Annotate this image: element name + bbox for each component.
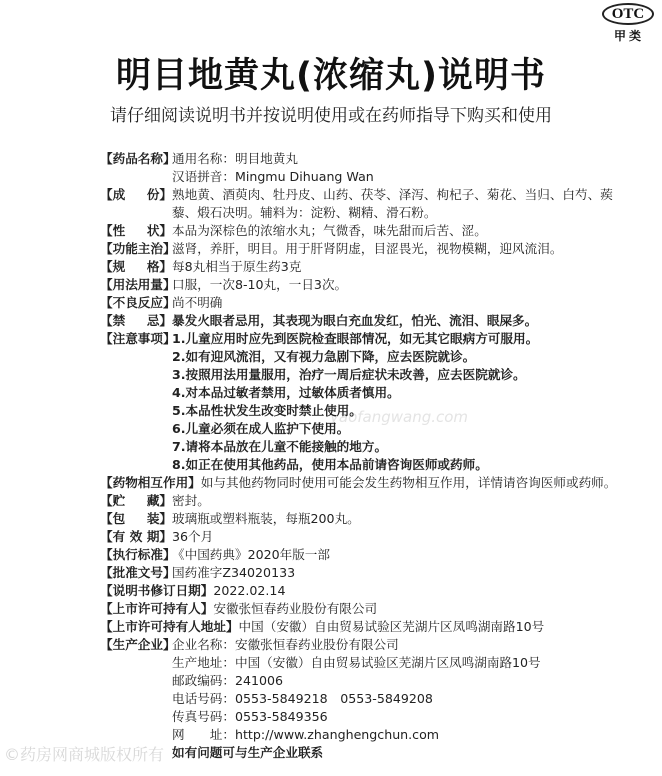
section-row — [100, 474, 660, 492]
section-line: 邮政编码：241006 — [172, 673, 284, 688]
section-label: 【 说 明 书 修 订 日 期 】 — [100, 583, 214, 598]
section-label: 【 禁 忌 】 — [100, 313, 172, 328]
section-line: 每8丸相当于原生药3克 — [172, 259, 302, 274]
contact-note: 如有问题可与生产企业联系 — [172, 745, 324, 760]
section-label: 【 生 产 企 业 】 — [100, 637, 176, 652]
section-row — [100, 510, 660, 528]
section-row — [100, 600, 660, 618]
section-label: 【 有 效 期 】 — [100, 529, 172, 544]
document-title: 明目地黄丸(浓缩丸)说明书 — [116, 56, 546, 96]
section-label: 【 成 份 】 — [100, 187, 172, 202]
watermark-center: yaofangwang.com — [330, 408, 469, 426]
section-row — [100, 186, 660, 222]
section-value — [172, 150, 660, 186]
section-row — [100, 240, 660, 258]
section-value — [172, 240, 660, 258]
watermark: ©药房网商城版权所有 — [4, 745, 165, 764]
section-row — [100, 150, 660, 186]
section-line: 尚不明确 — [172, 295, 223, 310]
section-value — [172, 510, 660, 528]
section-row — [100, 546, 660, 564]
section-line: 生产地址：中国（安徽）自由贸易试验区芜湖片区凤鸣湖南路10号 — [172, 655, 541, 670]
section-value — [172, 546, 660, 564]
section-value — [172, 312, 660, 330]
section-line: 36个月 — [172, 529, 214, 544]
section-line: 8.如正在使用其他药品，使用本品前请咨询医师或药师。 — [172, 457, 488, 472]
section-row — [100, 564, 660, 582]
document-subtitle: 请仔细阅读说明书并按说明使用或在药师指导下购买和使用 — [110, 106, 552, 126]
leaflet-body — [100, 150, 660, 762]
section-label: 【 药 品 名 称 】 — [100, 151, 176, 166]
section-line: 暴发火眼者忌用，其表现为眼白充血发红，怕光、流泪、眼屎多。 — [172, 313, 538, 328]
section-value — [201, 474, 660, 492]
section-line: 6.儿童必须在成人监护下使用。 — [172, 421, 350, 436]
section-line: 7.请将本品放在儿童不能接触的地方。 — [172, 439, 388, 454]
section-label: 【 药 物 相 互 作 用 】 — [100, 475, 201, 490]
section-line: 口服，一次8-10丸，一日3次。 — [172, 277, 348, 292]
section-value — [213, 600, 660, 618]
section-row — [100, 528, 660, 546]
section-value — [172, 222, 660, 240]
section-row — [100, 330, 660, 474]
section-label: 【 功 能 主 治 】 — [100, 241, 176, 256]
section-line: 国药准字Z34020133 — [172, 565, 296, 580]
section-value — [172, 330, 660, 474]
section-line: 熟地黄、酒萸肉、牡丹皮、山药、茯苓、泽泻、枸杞子、菊花、当归、白芍、蒺 — [172, 187, 613, 202]
section-value — [172, 258, 660, 276]
section-line: 传真号码：0553-5849356 — [172, 709, 328, 724]
section-value — [172, 294, 660, 312]
section-value — [213, 582, 660, 600]
section-line: 2022.02.14 — [213, 583, 286, 598]
section-label: 【 规 格 】 — [100, 259, 172, 274]
section-row — [100, 312, 660, 330]
section-row — [100, 258, 660, 276]
otc-badge: OTC — [602, 3, 654, 25]
section-line: 5.本品性状发生改变时禁止使用。 — [172, 403, 362, 418]
section-line: 《中国药典》2020年版一部 — [172, 547, 330, 562]
section-value — [172, 186, 660, 222]
section-line: 安徽张恒春药业股份有限公司 — [213, 601, 378, 616]
section-value — [172, 564, 660, 582]
section-line: 藜、煅石决明。辅料为：淀粉、糊精、滑石粉。 — [172, 205, 437, 220]
section-line: 网 址：http://www.zhanghengchun.com — [172, 727, 440, 742]
section-line: 2.如有迎风流泪，又有视力急剧下降，应去医院就诊。 — [172, 349, 476, 364]
section-value — [172, 636, 660, 762]
section-label: 【 执 行 标 准 】 — [100, 547, 176, 562]
section-value — [172, 528, 660, 546]
section-row — [100, 618, 660, 636]
section-label: 【 不 良 反 应 】 — [100, 295, 176, 310]
section-value — [172, 276, 660, 294]
section-line: 1.儿童应用时应先到医院检查眼部情况，如无其它眼病方可服用。 — [172, 331, 539, 346]
section-label: 【 上 市 许 可 持 有 人 】 — [100, 601, 214, 616]
section-line: 如与其他药物同时使用可能会发生药物相互作用，详情请咨询医师或药师。 — [200, 475, 617, 490]
section-line: 中国（安徽）自由贸易试验区芜湖片区凤鸣湖南路10号 — [238, 619, 545, 634]
section-label: 【 用 法 用 量 】 — [100, 277, 176, 292]
section-row — [100, 294, 660, 312]
section-line: 3.按照用法用量服用，治疗一周后症状未改善，应去医院就诊。 — [172, 367, 526, 382]
section-row — [100, 582, 660, 600]
section-label: 【 包 装 】 — [100, 511, 172, 526]
section-line: 通用名称：明目地黄丸 — [172, 151, 298, 166]
section-row — [100, 636, 660, 762]
section-value — [172, 492, 660, 510]
section-line: 汉语拼音：Mingmu Dihuang Wan — [172, 169, 374, 184]
section-row — [100, 222, 660, 240]
section-line: 4.对本品过敏者禁用，过敏体质者慎用。 — [172, 385, 400, 400]
section-label: 【 注 意 事 项 】 — [100, 331, 176, 346]
section-line: 玻璃瓶或塑料瓶装，每瓶200丸。 — [172, 511, 360, 526]
section-line: 电话号码：0553-5849218 0553-5849208 — [172, 691, 433, 706]
section-row — [100, 492, 660, 510]
otc-category: 甲类 — [613, 29, 644, 43]
section-line: 密封。 — [172, 493, 210, 508]
section-value — [239, 618, 660, 636]
section-line: 本品为深棕色的浓缩水丸；气微香，味先甜而后苦、涩。 — [172, 223, 487, 238]
section-label: 【 性 状 】 — [100, 223, 172, 238]
section-line: 滋肾，养肝，明目。用于肝肾阴虚，目涩畏光，视物模糊，迎风流泪。 — [172, 241, 563, 256]
section-label: 【 批 准 文 号 】 — [100, 565, 176, 580]
section-line: 企业名称：安徽张恒春药业股份有限公司 — [172, 637, 399, 652]
section-label: 【 贮 藏 】 — [100, 493, 172, 508]
section-label: 【 上 市 许 可 持 有 人 地 址 】 — [100, 619, 239, 634]
section-row — [100, 276, 660, 294]
